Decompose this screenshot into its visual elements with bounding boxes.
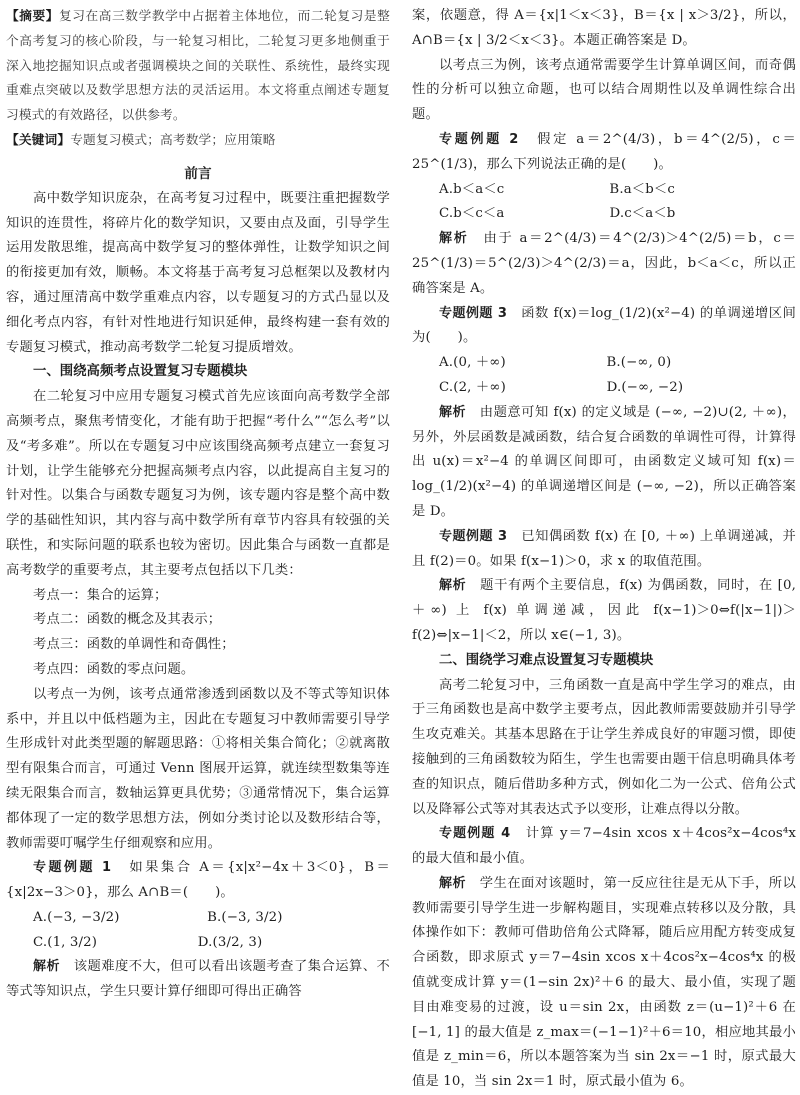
- example-1-solution-text: 该题难度不大，但可以看出该题考查了集合运算、不等式等知识点，学生只要计算仔细即可得出正确答: [6, 959, 390, 1000]
- example-4-label: 专题例题 4: [439, 826, 511, 842]
- example-2-label: 专题例题 2: [439, 131, 519, 147]
- solution-label: 解析: [33, 959, 60, 975]
- example-2-solution: [412, 227, 796, 301]
- abstract-text: 复习在高三数学教学中占据着主体地位，而二轮复习是整个高考复习的核心阶段，与一轮复习相比，二轮复习更多地侧重于深入地挖掘知识点或者强调模块之间的关联性、系统性，最终实现重难点突破以及数学思想方法的灵活运用。本文将重点阐述专题复习模式的有效路径，以供参考。: [6, 8, 390, 123]
- example-1-options-ab: A.(−3, −3/2) B.(−3, 3/2): [33, 909, 283, 925]
- section2-paragraph-1: 高考二轮复习中，三角函数一直是高中学生学习的难点，由于三角函数也是高中数学主要考点，因此教师需要鼓励并引导学生攻克难关。其基本思路在于让学生养成良好的审题习惯，即使接触到的三角函数较为陌生，学生也需要由题干信息明确具体考查的知识点，随后借助多种方式，例如化二为一公式、倍角公式以及降幂公式等对其表达式予以变形，让难点得以分散。: [412, 677, 796, 817]
- left-column: [6, 4, 390, 1005]
- key-point-1: 考点一：集合的运算；: [33, 587, 168, 603]
- section1-paragraph-2: 以考点一为例，该考点通常渗透到函数以及不等式等知识体系中，并且以中低档题为主，因此在专题复习中教师需要引导学生形成针对此类型题的解题思路：①将相关集合简化；②就离散型有限集合而言，可通过 Venn 图展开运算，就连续型数集等连续无限集合而言，数轴运算更具优势；③通常情况下，集合运算都体现了一定的数学思想方法，例如分类讨论以及数形结合等，教师需要叮嘱学生仔细观察和应用。: [6, 686, 390, 851]
- example-3b: [412, 525, 796, 575]
- example-3-options-ab: A.(0, ＋∞) B.(−∞, 0): [439, 355, 672, 371]
- right-column: [412, 4, 796, 1095]
- example-3-text: 函数 f(x)＝log_(1/2)(x²−4) 的单调递增区间为( )。: [412, 305, 796, 346]
- example-4-text: 计算 y＝7−4sin xcos x＋4cos²x−4cos⁴x 的最大值和最小值。: [412, 826, 796, 867]
- section1-paragraph-1: 在二轮复习中应用专题复习模式首先应该面向高考数学全部高频考点，聚焦考情变化，才能有助于把握“考什么”“怎么考”以及“考多难”。所以在专题复习中应该围绕高频考点建立一套复习计划，让学生能够充分把握高频考点内容，以此提高自主复习的针对性。以集合与函数专题复习为例，该专题内容是整个高中数学的基础性知识，其内容与高中数学所有章节内容具有较强的关联性，和实际问题的联系也较为密切。因此集合与函数一直都是高考数学的重要考点，其主要考点包括以下几类：: [6, 389, 390, 578]
- example-4-solution-text: 学生在面对该题时，第一反应往往是无从下手，所以教师需要引导学生进一步解构题目，实现难点转移以及分散，具体操作如下：教师可借助倍角公式降幂，随后应用配方转变成复合函数，即求原式 y＝7−4sin xcos x＋4cos²x−4cos⁴x 的极值就变成计算 y＝(1−sin 2x)²＋6 的最大、最小值，实现了题目由难变易的过渡，设 u＝sin 2x，由函数 z＝(u−1)²＋6 在 [−1, 1] 的最大值是 z_max＝(−1−1)²＋6＝10，相应地其最小值是 z_min＝6，所以本题答案为当 sin 2x＝−1 时，原式最大值是 10，当 sin 2x＝1 时，原式最小值为 6。: [412, 875, 796, 1090]
- keywords-tag: 【关键词】: [6, 131, 71, 147]
- keywords: [6, 128, 390, 153]
- example-3-solution-text: 由题意可知 f(x) 的定义域是 (−∞, −2)∪(2, ＋∞)，另外，外层函数是减函数，结合复合函数的单调性可得，计算得出 u(x)＝x²−4 的单调区间即可，由函数定义域可知 f(x)＝log_(1/2)(x²−4) 的单调递增区间是 (−∞, −2)，所以正确答案是 D。: [412, 404, 796, 519]
- keywords-text: 专题复习模式；高考数学；应用策略: [70, 131, 276, 147]
- example-2-options-ab: A.b＜a＜c B.a＜b＜c: [439, 181, 675, 197]
- example-3b-solution: [412, 574, 796, 648]
- abstract-block: [6, 4, 390, 153]
- example-4: [412, 822, 796, 872]
- example-1-text: 如果集合 A＝{x|x²−4x＋3＜0}，B＝{x|2x−3＞0}，那么 A∩B＝( )。: [6, 860, 390, 901]
- section2-heading: 二、围绕学习难点设置复习专题模块: [439, 652, 654, 668]
- example-3: [412, 302, 796, 352]
- example-4-solution: [412, 872, 796, 1095]
- example-1-solution: [6, 955, 390, 1005]
- section1-heading: 一、围绕高频考点设置复习专题模块: [33, 364, 248, 380]
- example-2-options-cd: C.b＜c＜a D.c＜a＜b: [439, 206, 676, 222]
- key-point-2: 考点二：函数的概念及其表示；: [33, 612, 222, 628]
- example-3-options-cd: C.(2, ＋∞) D.(−∞, −2): [439, 379, 684, 395]
- example-1-solution-continued: 案，依题意，得 A＝{x|1＜x＜3}，B＝{x | x＞3/2}，所以，A∩B＝{x | 3/2＜x＜3}。本题正确答案是 D。: [412, 8, 796, 48]
- example-2: [412, 128, 796, 178]
- example-1-label: 专题例题 1: [33, 860, 112, 876]
- example-1: [6, 856, 390, 906]
- example-3b-solution-text: 题干有两个主要信息，f(x) 为偶函数，同时，在 [0, ＋∞) 上 f(x) 单调递减，因此 f(x−1)＞0⇔f(|x−1|)＞f(2)⇔|x−1|＜2，所以 x∈(−1, 3)。: [412, 578, 796, 643]
- abstract: [6, 4, 390, 128]
- example-3b-text: 已知偶函数 f(x) 在 [0, ＋∞) 上单调递减，并且 f(2)＝0。如果 f(x−1)＞0，求 x 的取值范围。: [412, 528, 796, 569]
- example-3b-label: 专题例题 3: [439, 528, 508, 544]
- key-point-4: 考点四：函数的零点问题。: [33, 661, 195, 677]
- key-point-3: 考点三：函数的单调性和奇偶性；: [33, 637, 235, 653]
- abstract-tag: 【摘要】: [6, 8, 60, 23]
- example-2-text: 假定 a＝2^(4/3)，b＝4^(2/5)，c＝25^(1/3)，那么下列说法正确的是( )。: [412, 131, 796, 172]
- solution-label: 解析: [439, 404, 466, 420]
- preface-heading: 前言: [184, 165, 212, 182]
- solution-label: 解析: [439, 231, 469, 247]
- solution-label: 解析: [439, 875, 466, 891]
- example-3-solution: [412, 401, 796, 525]
- example-3-label: 专题例题 3: [439, 305, 508, 321]
- solution-label: 解析: [439, 578, 467, 594]
- key-point-3-paragraph: 以考点三为例，该考点通常需要学生计算单调区间，而奇偶性的分析可以独立命题，也可以结合周期性以及单调性综合出题。: [412, 57, 796, 123]
- preface-paragraph: 高中数学知识庞杂，在高考复习过程中，既要注重把握数学知识的连贯性，将碎片化的数学知识，又要由点及面，引导学生运用发散思维，提高高中数学复习的整体弹性，让数学知识之间的衔接更加有效，顺畅。本文将基于高考复习总框架以及教材内容，通过厘清高中数学重难点内容，以专题复习的方式凸显以及细化考点内容，有针对性地进行知识延伸，最终构建一套有效的专题复习模式，推动高考数学二轮复习提质增效。: [6, 190, 390, 355]
- example-1-options-cd: C.(1, 3/2) D.(3/2, 3): [33, 934, 263, 950]
- example-2-solution-text: 由于 a＝2^(4/3)＝4^(2/3)＞4^(2/5)＝b，c＝25^(1/3)＝5^(2/3)＞4^(2/3)＝a，因此，b＜a＜c，所以正确答案是 A。: [412, 231, 796, 296]
